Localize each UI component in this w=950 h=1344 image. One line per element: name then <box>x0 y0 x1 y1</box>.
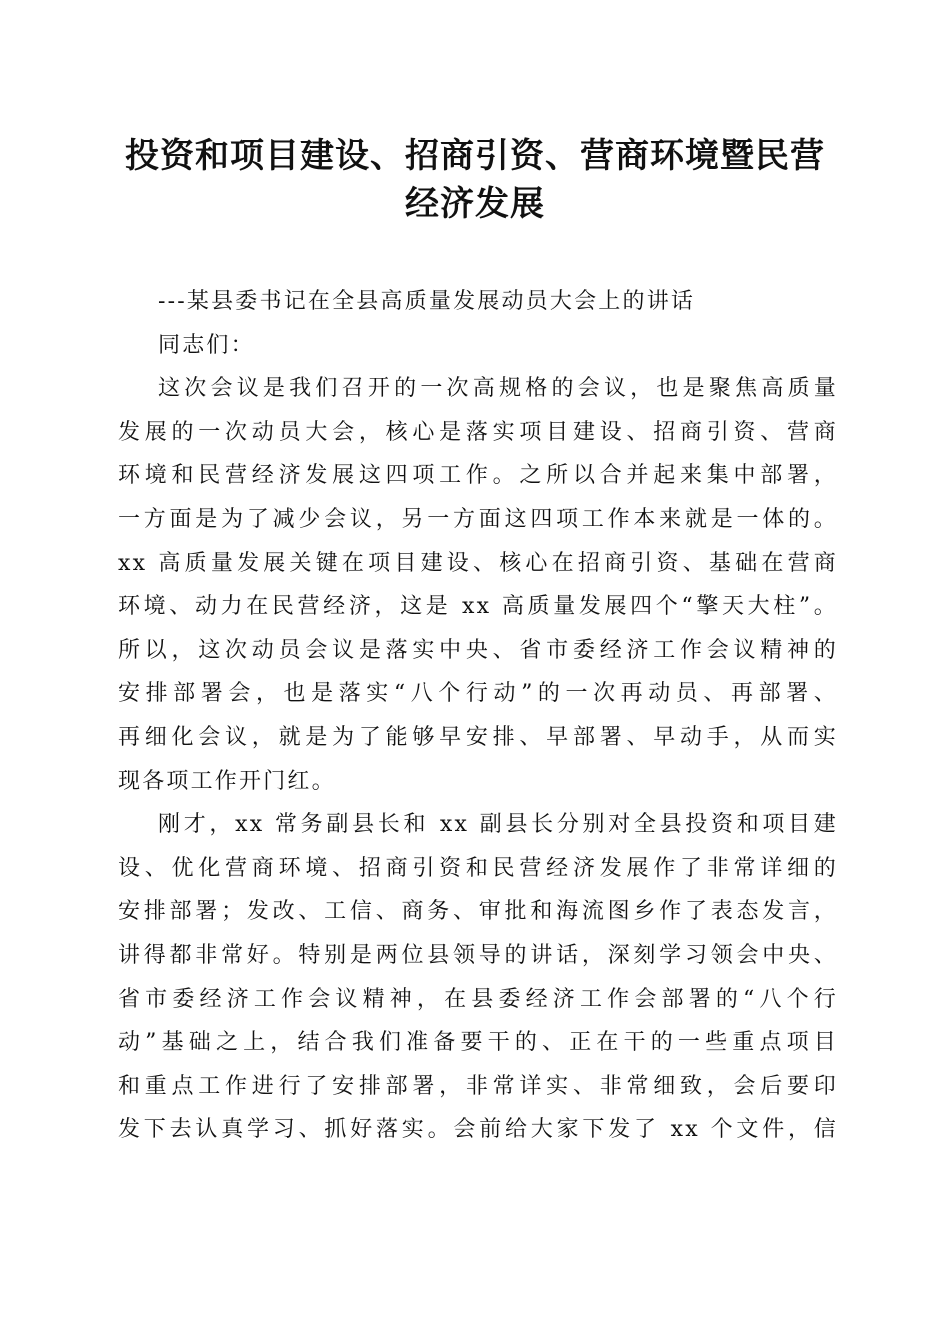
paragraph-line: 和重点工作进行了安排部署，非常详实、非常细致，会后要印 <box>118 1073 838 1099</box>
salutation: 同志们： <box>158 332 255 358</box>
paragraph-line: 设、优化营商环境、招商引资和民营经济发展作了非常详细的 <box>118 855 838 881</box>
paragraph-line: 现各项工作开门红。 <box>118 768 336 794</box>
paragraph-line: 所以，这次动员会议是落实中央、省市委经济工作会议精神的 <box>118 637 838 663</box>
paragraph-line: 动”基础之上，结合我们准备要干的、正在干的一些重点项目 <box>118 1030 838 1056</box>
paragraph-line: 一方面是为了减少会议，另一方面这四项工作本来就是一体的。 <box>118 506 838 532</box>
paragraph-line: 环境和民营经济发展这四项工作。之所以合并起来集中部署， <box>118 463 838 489</box>
paragraph-line: 刚才，xx 常务副县长和 xx 副县长分别对全县投资和项目建 <box>158 812 838 838</box>
title-line-2: 经济发展 <box>405 184 545 224</box>
paragraph-2 <box>118 803 838 1152</box>
paragraph-line: 这次会议是我们召开的一次高规格的会议，也是聚焦高质量 <box>158 376 838 402</box>
paragraph-line: 环境、动力在民营经济，这是 xx 高质量发展四个“擎天大柱”。 <box>118 594 838 620</box>
document-title <box>110 132 840 228</box>
paragraph-line: 发下去认真学习、抓好落实。会前给大家下发了 xx 个文件，信 <box>118 1117 838 1143</box>
paragraph-line: 发展的一次动员大会，核心是落实项目建设、招商引资、营商 <box>118 419 838 445</box>
paragraph-line: xx 高质量发展关键在项目建设、核心在招商引资、基础在营商 <box>118 550 838 576</box>
paragraph-line: 省市委经济工作会议精神，在县委经济工作会部署的“八个行 <box>118 986 838 1012</box>
paragraph-line: 再细化会议，就是为了能够早安排、早部署、早动手，从而实 <box>118 724 838 750</box>
document-body <box>118 280 838 1152</box>
paragraph-line: 安排部署会，也是落实“八个行动”的一次再动员、再部署、 <box>118 681 838 707</box>
paragraph-1 <box>118 367 838 803</box>
subtitle: ---某县委书记在全县高质量发展动员大会上的讲话 <box>158 289 696 314</box>
paragraph-line: 讲得都非常好。特别是两位县领导的讲话，深刻学习领会中央、 <box>118 942 838 968</box>
paragraph-line: 安排部署；发改、工信、商务、审批和海流图乡作了表态发言， <box>118 899 838 925</box>
title-line-1: 投资和项目建设、招商引资、营商环境暨民营 <box>125 136 825 176</box>
